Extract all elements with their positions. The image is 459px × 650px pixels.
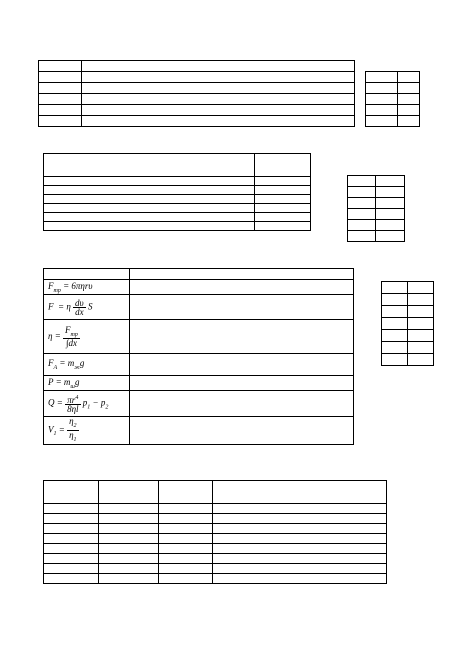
table-row	[44, 154, 311, 177]
table-3-side	[381, 281, 434, 366]
table-row	[366, 83, 420, 94]
table-row	[44, 534, 387, 544]
table-row	[44, 417, 354, 445]
formula-viscosity-coefficient: η = $\frac{F_{тр}}{\int dx}$	[44, 320, 130, 354]
table-row	[366, 105, 420, 116]
table-row	[39, 94, 355, 105]
table-row	[44, 320, 354, 354]
table-row	[382, 330, 434, 342]
table-row	[348, 198, 405, 209]
table-row	[44, 554, 387, 564]
table-row	[44, 186, 311, 195]
table-row	[382, 282, 434, 294]
table-row	[44, 195, 311, 204]
table-row	[44, 481, 387, 504]
table-1-side	[365, 71, 420, 127]
table-row	[44, 504, 387, 514]
table-row	[44, 204, 311, 213]
formula-table	[43, 268, 354, 445]
table-row	[382, 306, 434, 318]
table-row	[366, 116, 420, 127]
table-row	[44, 280, 354, 295]
table-row	[382, 318, 434, 330]
formula-poiseuille: Q = $\frac{\pi r^4}{8\eta l}$ $p_1 - p_2$	[44, 391, 130, 417]
table-row	[44, 213, 311, 222]
table-row	[382, 354, 434, 366]
formula-archimedes: $F_A = m_жg$	[44, 354, 130, 376]
table-row	[39, 105, 355, 116]
table-row	[39, 83, 355, 94]
table-row	[44, 269, 354, 280]
table-row	[348, 209, 405, 220]
table-row	[44, 391, 354, 417]
table-row	[44, 354, 354, 376]
table-row	[39, 72, 355, 83]
formula-velocity-ratio: $V_1$ = $\frac{\eta_2}{\eta_1}$	[44, 417, 130, 445]
table-row	[39, 116, 355, 127]
table-row	[366, 94, 420, 105]
table-row	[39, 61, 355, 72]
table-row	[382, 342, 434, 354]
table-row	[382, 294, 434, 306]
table-row	[348, 220, 405, 231]
formula-newton-viscosity: F = η $\frac{d\upsilon}{dx}$ S	[44, 295, 130, 320]
table-row	[348, 187, 405, 198]
table-row	[44, 574, 387, 584]
table-1	[38, 60, 355, 127]
table-row	[44, 295, 354, 320]
table-row	[44, 222, 311, 231]
formula-stokes: $F_{тр} = 6\pi\eta r\upsilon$	[44, 280, 130, 295]
table-row	[348, 231, 405, 242]
table-row	[44, 564, 387, 574]
table-row	[44, 177, 311, 186]
table-4	[43, 480, 387, 584]
table-row	[348, 176, 405, 187]
table-row	[44, 514, 387, 524]
formula-weight: $P = m_шg$	[44, 376, 130, 391]
table-row	[44, 524, 387, 534]
table-2	[43, 153, 311, 231]
table-row	[44, 544, 387, 554]
table-row	[366, 72, 420, 83]
table-row	[44, 376, 354, 391]
table-2-side	[347, 175, 405, 242]
